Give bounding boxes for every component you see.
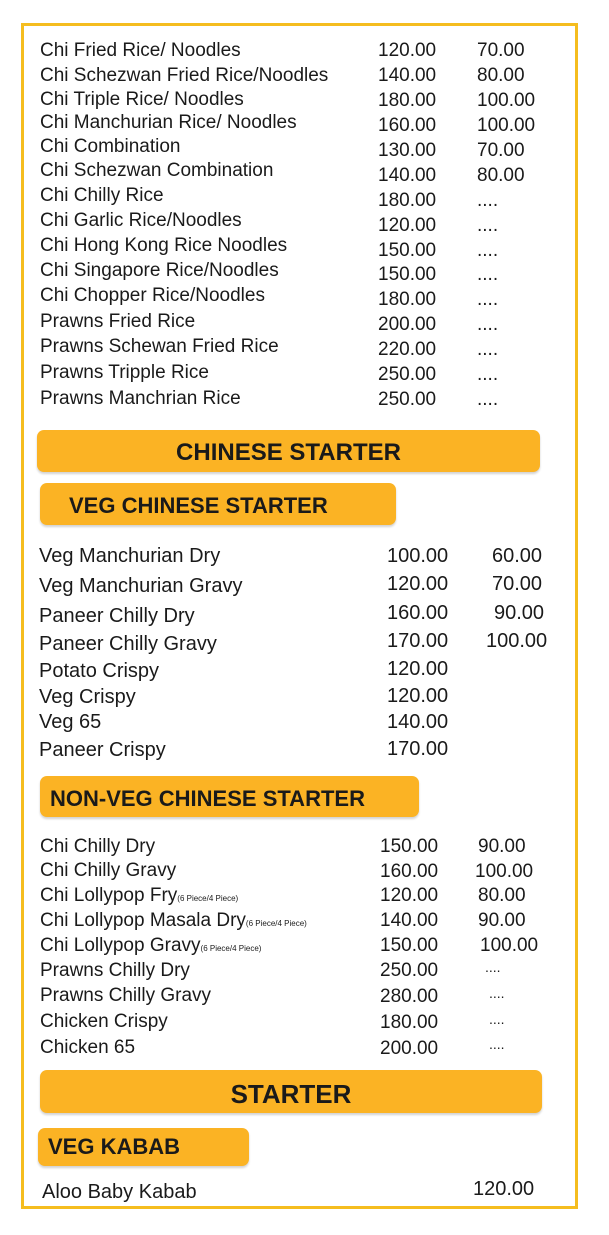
menu-item-price-half: 70.00 [477, 140, 525, 161]
section-heading-text: NON-VEG CHINESE STARTER [50, 786, 365, 811]
menu-item-price-full: 170.00 [387, 630, 449, 652]
menu-item-price-full: 120.00 [473, 1178, 535, 1200]
menu-item-name-text: Chicken 65 [40, 1037, 136, 1058]
menu-item-name [40, 836, 155, 858]
menu-item-name-text: Chi Lollypop Fry [40, 885, 178, 906]
menu-item-name: Chi Schezwan Fried Rice/Noodles [40, 65, 329, 86]
menu-item-price-half: 80.00 [477, 165, 525, 186]
menu-item-price-full: 140.00 [378, 165, 437, 186]
menu-item-name [40, 1011, 168, 1033]
menu-item-price-half: 90.00 [494, 602, 545, 624]
menu-item-name [40, 960, 190, 982]
menu-item-price-full: 150.00 [378, 240, 437, 261]
menu-item-name: Chi Schezwan Combination [40, 160, 274, 181]
menu-item-name [40, 985, 211, 1007]
menu-item-name: Prawns Fried Rice [40, 311, 196, 332]
menu-item-price-half: 100.00 [477, 90, 536, 111]
menu-item-name [40, 885, 238, 910]
menu-item-name: Veg Manchurian Dry [39, 545, 221, 567]
menu-item-price-full: 120.00 [378, 40, 437, 61]
menu-item-price-half: .... [489, 1011, 505, 1027]
menu-item-price-full: 160.00 [380, 861, 439, 882]
menu-item-price-full: 180.00 [378, 289, 437, 310]
menu-item-price-full: 250.00 [378, 364, 437, 385]
nonveg-chinese-starter-heading [40, 776, 419, 817]
menu-item-name-text: Chi Chilly Gravy [40, 860, 177, 881]
menu-item-price-half: 80.00 [477, 65, 525, 86]
menu-item-price-full: 180.00 [378, 90, 437, 111]
menu-item-price-half: .... [477, 389, 499, 410]
menu-item-price-half: .... [485, 959, 501, 975]
menu-item-name: Prawns Schewan Fried Rice [40, 336, 279, 357]
portion-note: (6 Piece/4 Piece) [177, 894, 239, 903]
menu-item-price-half: 100.00 [480, 935, 539, 956]
menu-item-name: Prawns Tripple Rice [40, 362, 209, 383]
menu-item-price-half: 70.00 [477, 40, 525, 61]
menu-item-price-full: 140.00 [387, 711, 449, 733]
menu-item-name [40, 910, 307, 935]
menu-item-price-full: 200.00 [380, 1038, 439, 1059]
menu-item-price-full: 150.00 [380, 836, 439, 857]
menu-item-price-full: 200.00 [378, 314, 437, 335]
menu-item-name: Veg Manchurian Gravy [39, 575, 243, 597]
menu-item-price-full: 250.00 [380, 960, 439, 981]
section-heading-text: VEG CHINESE STARTER [69, 493, 328, 518]
menu-item-name-text: Prawns Chilly Gravy [40, 985, 212, 1006]
menu-item-name: Chi Singapore Rice/Noodles [40, 260, 279, 281]
section-heading-text: CHINESE STARTER [176, 439, 401, 466]
menu-item-price-full: 170.00 [387, 738, 449, 760]
menu-item-price-half: .... [477, 215, 499, 236]
menu-item-price-half: .... [477, 364, 499, 385]
menu-item-price-half: .... [477, 190, 499, 211]
menu-item-price-full: 100.00 [387, 545, 449, 567]
menu-item-name [40, 935, 261, 960]
menu-item-price-full: 160.00 [387, 602, 449, 624]
menu-item-price-full: 120.00 [387, 658, 449, 680]
menu-item-price-half: .... [477, 264, 499, 285]
menu-item-price-half: 100.00 [477, 115, 536, 136]
menu-item-price-full: 140.00 [378, 65, 437, 86]
menu-item-price-full: 160.00 [378, 115, 437, 136]
menu-item-name: Potato Crispy [39, 660, 160, 682]
menu-item-price-full: 150.00 [378, 264, 437, 285]
menu-item-name: Chi Hong Kong Rice Noodles [40, 235, 288, 256]
menu-item-price-full: 130.00 [378, 140, 437, 161]
menu-item-price-half: .... [489, 985, 505, 1001]
menu-item-price-half: .... [477, 339, 499, 360]
menu-item-name: Chi Garlic Rice/Noodles [40, 210, 242, 231]
menu-item-price-half: .... [477, 240, 499, 261]
menu-item-price-half: 60.00 [492, 545, 543, 567]
menu-item-name: Chi Triple Rice/ Noodles [40, 89, 244, 110]
menu-item-name-text: Prawns Chilly Dry [40, 960, 190, 981]
menu-item-price-full: 150.00 [380, 935, 439, 956]
menu-item-name: Prawns Manchrian Rice [40, 388, 241, 409]
veg-chinese-starter-heading [40, 483, 396, 525]
portion-note: (6 Piece/4 Piece) [200, 944, 262, 953]
menu-item-price-half: 90.00 [478, 910, 526, 931]
chinese-starter-heading [37, 430, 540, 472]
menu-item-name: Chi Combination [40, 136, 181, 157]
menu-item-price-full: 140.00 [380, 910, 439, 931]
menu-item-name: Paneer Crispy [39, 739, 166, 761]
menu-item-price-half: 100.00 [486, 630, 548, 652]
menu-item-name: Chi Fried Rice/ Noodles [40, 40, 241, 61]
menu-item-price-half: 70.00 [492, 573, 543, 595]
menu-item-name: Veg 65 [39, 711, 102, 733]
portion-note: (6 Piece/4 Piece) [245, 919, 307, 928]
menu-item-name [40, 1037, 135, 1059]
menu-item-price-full: 280.00 [380, 986, 439, 1007]
menu-item-price-full: 120.00 [378, 215, 437, 236]
menu-item-name: Chi Manchurian Rice/ Noodles [40, 112, 297, 133]
menu-item-name [40, 860, 176, 882]
menu-item-price-half: 80.00 [478, 885, 526, 906]
section-heading-text: VEG KABAB [48, 1134, 181, 1159]
menu-item-price-full: 120.00 [380, 885, 439, 906]
menu-item-name: Chi Chopper Rice/Noodles [40, 285, 265, 306]
menu-item-price-half: 100.00 [475, 861, 534, 882]
menu-item-name: Paneer Chilly Gravy [39, 633, 217, 655]
section-heading-text: STARTER [230, 1079, 352, 1109]
menu-item-price-full: 180.00 [378, 190, 437, 211]
menu-item-price-full: 250.00 [378, 389, 437, 410]
menu-item-name: Veg Crispy [39, 686, 136, 708]
menu-item-price-full: 120.00 [387, 573, 449, 595]
menu-item-price-full: 220.00 [378, 339, 437, 360]
menu-item-price-half: .... [477, 289, 499, 310]
menu-item-price-full: 180.00 [380, 1012, 439, 1033]
menu-item-price-half: .... [489, 1036, 505, 1052]
veg-kabab-heading [38, 1128, 249, 1166]
menu-item-name: Paneer Chilly Dry [39, 605, 195, 627]
menu-item-price-half: 90.00 [478, 836, 526, 857]
menu-item-name: Aloo Baby Kabab [42, 1181, 197, 1203]
menu-item-price-full: 120.00 [387, 685, 449, 707]
menu-item-name: Chi Chilly Rice [40, 185, 164, 206]
menu-item-name-text: Chicken Crispy [40, 1011, 168, 1032]
menu-item-name-text: Chi Lollypop Masala Dry [40, 910, 246, 931]
menu-item-name-text: Chi Chilly Dry [40, 836, 156, 857]
menu-item-price-half: .... [477, 314, 499, 335]
menu-item-name-text: Chi Lollypop Gravy [40, 935, 201, 956]
starter-heading [40, 1070, 542, 1113]
